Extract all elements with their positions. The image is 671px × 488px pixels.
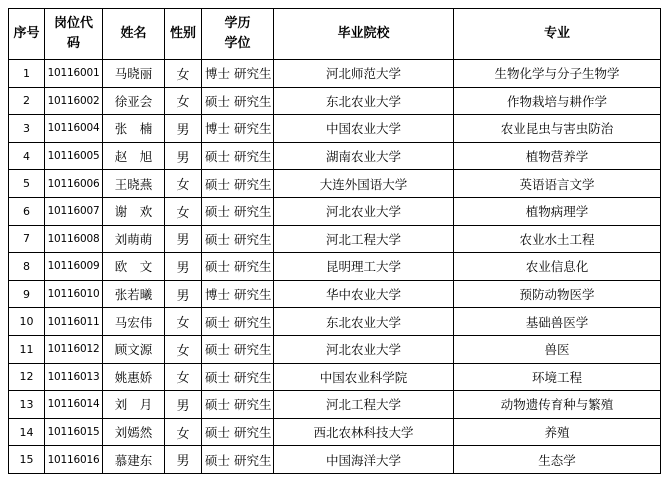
cell-degree: 硕士 研究生 [202, 308, 274, 336]
cell-major: 兽医 [454, 335, 661, 363]
personnel-table [8, 8, 661, 474]
cell-degree: 硕士 研究生 [202, 142, 274, 170]
cell-school: 河北工程大学 [274, 391, 454, 419]
cell-code: 10116012 [45, 335, 103, 363]
cell-gender: 男 [165, 280, 202, 308]
header-degree-line2: 学位 [224, 36, 251, 51]
cell-seq: 12 [9, 363, 45, 391]
table-row [9, 170, 661, 198]
table-row [9, 446, 661, 474]
cell-code: 10116008 [45, 225, 103, 253]
table-row [9, 197, 661, 225]
cell-school: 昆明理工大学 [274, 253, 454, 281]
cell-major: 作物栽培与耕作学 [454, 87, 661, 115]
cell-seq: 11 [9, 335, 45, 363]
cell-major: 动物遗传育种与繁殖 [454, 391, 661, 419]
cell-name: 赵 旭 [103, 142, 165, 170]
cell-seq: 1 [9, 60, 45, 88]
cell-school: 河北师范大学 [274, 60, 454, 88]
cell-school: 中国农业科学院 [274, 363, 454, 391]
cell-gender: 女 [165, 170, 202, 198]
cell-seq: 3 [9, 115, 45, 143]
table-row [9, 418, 661, 446]
cell-code: 10116014 [45, 391, 103, 419]
cell-major: 养殖 [454, 418, 661, 446]
table-row [9, 142, 661, 170]
cell-gender: 女 [165, 418, 202, 446]
cell-gender: 男 [165, 391, 202, 419]
cell-degree: 博士 研究生 [202, 60, 274, 88]
cell-name: 谢 欢 [103, 197, 165, 225]
cell-code: 10116001 [45, 60, 103, 88]
cell-gender: 男 [165, 142, 202, 170]
cell-major: 农业水土工程 [454, 225, 661, 253]
cell-code: 10116015 [45, 418, 103, 446]
cell-name: 刘 月 [103, 391, 165, 419]
cell-school: 西北农林科技大学 [274, 418, 454, 446]
cell-degree: 硕士 研究生 [202, 225, 274, 253]
cell-gender: 男 [165, 115, 202, 143]
cell-name: 欧 文 [103, 253, 165, 281]
cell-degree: 硕士 研究生 [202, 253, 274, 281]
table-row [9, 391, 661, 419]
table-row [9, 335, 661, 363]
cell-degree: 博士 研究生 [202, 115, 274, 143]
header-seq: 序号 [9, 9, 45, 60]
cell-major: 植物营养学 [454, 142, 661, 170]
header-degree [202, 9, 274, 60]
cell-school: 河北农业大学 [274, 335, 454, 363]
cell-degree: 博士 研究生 [202, 280, 274, 308]
cell-gender: 女 [165, 308, 202, 336]
cell-degree: 硕士 研究生 [202, 87, 274, 115]
cell-name: 张若曦 [103, 280, 165, 308]
cell-code: 10116013 [45, 363, 103, 391]
cell-name: 姚惠娇 [103, 363, 165, 391]
cell-degree: 硕士 研究生 [202, 446, 274, 474]
cell-school: 中国农业大学 [274, 115, 454, 143]
cell-school: 河北农业大学 [274, 197, 454, 225]
cell-gender: 女 [165, 87, 202, 115]
cell-seq: 5 [9, 170, 45, 198]
table-body [9, 60, 661, 474]
cell-gender: 女 [165, 335, 202, 363]
cell-name: 张 楠 [103, 115, 165, 143]
header-school: 毕业院校 [274, 9, 454, 60]
cell-gender: 女 [165, 363, 202, 391]
cell-gender: 女 [165, 60, 202, 88]
cell-code: 10116005 [45, 142, 103, 170]
cell-name: 马宏伟 [103, 308, 165, 336]
cell-gender: 男 [165, 446, 202, 474]
cell-school: 湖南农业大学 [274, 142, 454, 170]
cell-school: 东北农业大学 [274, 308, 454, 336]
cell-gender: 男 [165, 225, 202, 253]
cell-code: 10116004 [45, 115, 103, 143]
cell-code: 10116011 [45, 308, 103, 336]
cell-major: 基础兽医学 [454, 308, 661, 336]
cell-name: 刘萌萌 [103, 225, 165, 253]
cell-name: 顾文源 [103, 335, 165, 363]
table-row [9, 363, 661, 391]
cell-major: 农业昆虫与害虫防治 [454, 115, 661, 143]
cell-seq: 2 [9, 87, 45, 115]
cell-school: 河北工程大学 [274, 225, 454, 253]
header-code-line1: 岗位代 [53, 16, 93, 31]
table-row [9, 308, 661, 336]
cell-major: 生物化学与分子生物学 [454, 60, 661, 88]
cell-major: 预防动物医学 [454, 280, 661, 308]
header-name: 姓名 [103, 9, 165, 60]
cell-major: 英语语言文学 [454, 170, 661, 198]
cell-name: 徐亚会 [103, 87, 165, 115]
cell-school: 大连外国语大学 [274, 170, 454, 198]
cell-name: 王晓燕 [103, 170, 165, 198]
cell-code: 10116002 [45, 87, 103, 115]
cell-seq: 14 [9, 418, 45, 446]
table-row [9, 280, 661, 308]
table-row [9, 87, 661, 115]
cell-code: 10116006 [45, 170, 103, 198]
cell-degree: 硕士 研究生 [202, 391, 274, 419]
cell-major: 生态学 [454, 446, 661, 474]
cell-seq: 10 [9, 308, 45, 336]
cell-name: 慕建东 [103, 446, 165, 474]
cell-gender: 女 [165, 197, 202, 225]
header-code [45, 9, 103, 60]
cell-gender: 男 [165, 253, 202, 281]
cell-seq: 9 [9, 280, 45, 308]
header-code-line2: 码 [66, 36, 80, 51]
cell-name: 马晓丽 [103, 60, 165, 88]
cell-school: 东北农业大学 [274, 87, 454, 115]
header-gender: 性别 [165, 9, 202, 60]
cell-school: 中国海洋大学 [274, 446, 454, 474]
table-row [9, 60, 661, 88]
cell-code: 10116009 [45, 253, 103, 281]
table-row [9, 253, 661, 281]
header-major: 专业 [454, 9, 661, 60]
cell-degree: 硕士 研究生 [202, 335, 274, 363]
cell-seq: 7 [9, 225, 45, 253]
cell-seq: 13 [9, 391, 45, 419]
cell-degree: 硕士 研究生 [202, 197, 274, 225]
header-row [9, 9, 661, 60]
cell-degree: 硕士 研究生 [202, 418, 274, 446]
cell-name: 刘嫣然 [103, 418, 165, 446]
cell-seq: 4 [9, 142, 45, 170]
cell-major: 环境工程 [454, 363, 661, 391]
cell-seq: 8 [9, 253, 45, 281]
header-degree-line1: 学历 [224, 16, 251, 31]
cell-major: 植物病理学 [454, 197, 661, 225]
cell-seq: 15 [9, 446, 45, 474]
table-row [9, 115, 661, 143]
cell-code: 10116010 [45, 280, 103, 308]
cell-degree: 硕士 研究生 [202, 363, 274, 391]
cell-code: 10116007 [45, 197, 103, 225]
cell-code: 10116016 [45, 446, 103, 474]
cell-major: 农业信息化 [454, 253, 661, 281]
cell-seq: 6 [9, 197, 45, 225]
cell-degree: 硕士 研究生 [202, 170, 274, 198]
cell-school: 华中农业大学 [274, 280, 454, 308]
table-row [9, 225, 661, 253]
